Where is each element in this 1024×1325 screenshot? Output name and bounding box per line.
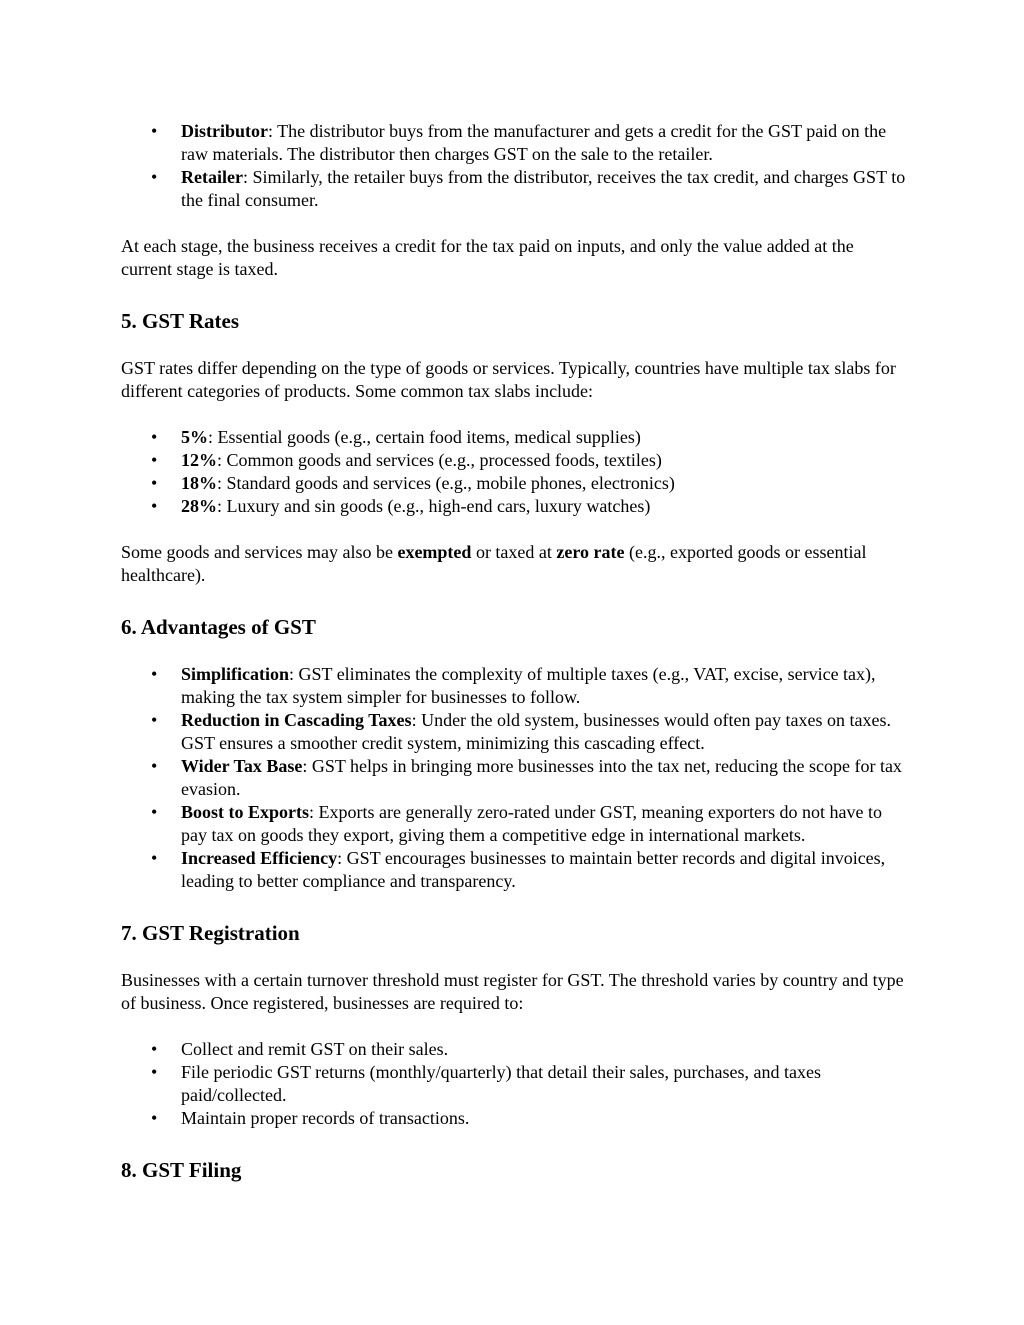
advantages-list xyxy=(121,663,906,893)
list-item xyxy=(121,847,906,893)
list-item-text: : Similarly, the retailer buys from the distributor, receives the tax credit, and charges GST to the final consumer. xyxy=(181,167,906,210)
list-item-text: : Under the old system, businesses would often pay taxes on taxes. GST ensures a smoother credit system, minimizing this cascading effect. xyxy=(181,710,891,753)
body-paragraph xyxy=(121,541,906,587)
registration-requirements-list xyxy=(121,1038,906,1130)
list-item-term: 5% xyxy=(181,427,208,447)
list-item xyxy=(121,449,906,472)
list-item-text: : Exports are generally zero-rated under GST, meaning exporters do not have to pay tax on goods they export, giving them a competitive edge in international markets. xyxy=(181,802,882,845)
list-item-text: : Standard goods and services (e.g., mobile phones, electronics) xyxy=(217,473,675,493)
list-item xyxy=(121,801,906,847)
section-heading: 8. GST Filing xyxy=(121,1158,242,1182)
document-body xyxy=(121,120,906,1182)
list-item-text: : Common goods and services (e.g., processed foods, textiles) xyxy=(217,450,662,470)
list-item-text: : Luxury and sin goods (e.g., high-end cars, luxury watches) xyxy=(217,496,651,516)
note-bold: exempted xyxy=(397,542,472,562)
note-text: (e.g., exported goods or essential healthcare). xyxy=(121,542,867,585)
list-item: • Collect and remit GST on their sales. xyxy=(121,1038,906,1061)
list-item-text: : Essential goods (e.g., certain food items, medical supplies) xyxy=(208,427,641,447)
list-item-term: Distributor xyxy=(181,121,268,141)
body-paragraph: Businesses with a certain turnover threshold must register for GST. The threshold varies by country and type of business. Once registered, businesses are required to: xyxy=(121,970,904,1013)
list-item xyxy=(121,166,906,212)
list-item: • File periodic GST returns (monthly/quarterly) that detail their sales, purchases, and taxes paid/collected. xyxy=(121,1061,906,1107)
note-bold: zero rate xyxy=(556,542,625,562)
list-item-text: : GST encourages businesses to maintain better records and digital invoices, leading to better compliance and transparency. xyxy=(181,848,886,891)
list-item xyxy=(121,663,906,709)
list-item-term: Reduction in Cascading Taxes xyxy=(181,710,412,730)
tax-rates-list xyxy=(121,426,906,518)
section-heading: 6. Advantages of GST xyxy=(121,615,316,639)
list-item xyxy=(121,472,906,495)
note-text: or taxed at xyxy=(471,542,557,562)
supply-chain-list xyxy=(121,120,906,212)
list-item xyxy=(121,755,906,801)
list-item-text: : GST eliminates the complexity of multiple taxes (e.g., VAT, excise, service tax), making the tax system simpler for businesses to follow. xyxy=(181,664,876,707)
list-item xyxy=(121,120,906,166)
list-item-term: Increased Efficiency xyxy=(181,848,338,868)
body-paragraph: GST rates differ depending on the type of goods or services. Typically, countries have multiple tax slabs for different categories of products. Some common tax slabs include: xyxy=(121,358,896,401)
list-item xyxy=(121,709,906,755)
section-heading: 7. GST Registration xyxy=(121,921,300,945)
list-item-term: Retailer xyxy=(181,167,243,187)
note-text: Some goods and services may also be xyxy=(121,542,398,562)
list-item: • Maintain proper records of transactions. xyxy=(121,1107,906,1130)
list-item-term: 12% xyxy=(181,450,217,470)
list-item xyxy=(121,426,906,449)
list-item-term: Simplification xyxy=(181,664,290,684)
list-item-term: 28% xyxy=(181,496,217,516)
section-heading: 5. GST Rates xyxy=(121,309,240,333)
body-paragraph: At each stage, the business receives a credit for the tax paid on inputs, and only the value added at the current stage is taxed. xyxy=(121,236,854,279)
list-item-term: Wider Tax Base xyxy=(181,756,303,776)
list-item-term: 18% xyxy=(181,473,217,493)
list-item xyxy=(121,495,906,518)
list-item-text: : GST helps in bringing more businesses into the tax net, reducing the scope for tax evasion. xyxy=(181,756,902,799)
list-item-term: Boost to Exports xyxy=(181,802,310,822)
list-item-text: : The distributor buys from the manufacturer and gets a credit for the GST paid on the raw materials. The distributor then charges GST on the sale to the retailer. xyxy=(181,121,887,164)
